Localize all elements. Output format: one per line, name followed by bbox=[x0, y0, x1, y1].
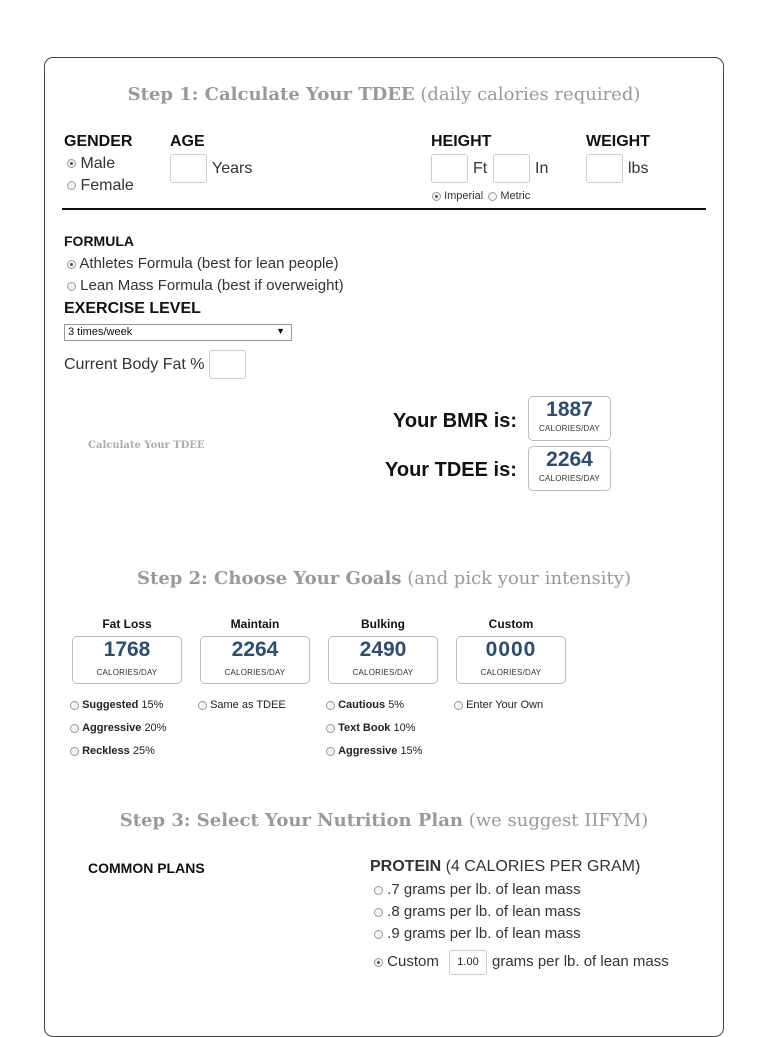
goal-bulking-title: Bulking bbox=[361, 617, 405, 631]
formula-leanmass-option[interactable] bbox=[67, 277, 344, 294]
protein-label bbox=[370, 858, 640, 876]
step2-title-sub: (and pick your intensity) bbox=[407, 568, 631, 589]
bmr-label: Your BMR is: bbox=[393, 410, 518, 432]
step1-title bbox=[0, 84, 768, 105]
age-label: AGE bbox=[170, 133, 205, 150]
protein-custom-label: Custom bbox=[387, 953, 439, 970]
fat-loss-option-reckless[interactable] bbox=[70, 745, 155, 757]
height-unit-system bbox=[432, 190, 530, 202]
protein-label-bold: PROTEIN bbox=[370, 858, 442, 875]
protein-option-08[interactable] bbox=[374, 903, 581, 920]
protein-custom-radio[interactable] bbox=[374, 958, 383, 967]
protein-custom-input[interactable]: 1.00 bbox=[449, 950, 487, 975]
imperial-radio[interactable] bbox=[432, 192, 441, 201]
goal-custom-box[interactable] bbox=[456, 636, 566, 684]
goal-custom-unit: CALORIES/DAY bbox=[480, 668, 542, 677]
gender-male-label: Male bbox=[80, 155, 116, 172]
fat-loss-option-suggested[interactable] bbox=[70, 699, 163, 711]
bmr-value-box bbox=[528, 396, 611, 441]
tdee-value: 2264 bbox=[546, 448, 593, 471]
bulking-cautious-bold: Cautious bbox=[338, 699, 386, 711]
dropdown-arrow-icon: ▼ bbox=[276, 326, 285, 336]
maintain-same-label: Same as TDEE bbox=[210, 699, 286, 711]
weight-input[interactable] bbox=[586, 154, 623, 183]
gender-female-option[interactable] bbox=[67, 177, 134, 195]
formula-leanmass-label: Lean Mass Formula (best if overweight) bbox=[80, 277, 344, 294]
exercise-label: EXERCISE LEVEL bbox=[64, 300, 201, 317]
goal-custom-value[interactable]: 0000 bbox=[485, 638, 537, 661]
weight-unit: lbs bbox=[628, 160, 649, 177]
goal-bulking bbox=[328, 617, 438, 684]
goal-fat-loss-title: Fat Loss bbox=[102, 617, 152, 631]
protein-07-label: .7 grams per lb. of lean mass bbox=[387, 881, 581, 898]
gender-male-option[interactable] bbox=[67, 155, 115, 173]
protein-08-radio[interactable] bbox=[374, 908, 383, 917]
gender-male-radio[interactable] bbox=[67, 159, 76, 168]
fat-loss-option-aggressive[interactable] bbox=[70, 722, 166, 734]
gender-label: GENDER bbox=[64, 133, 133, 150]
bulking-cautious-radio[interactable] bbox=[326, 701, 335, 710]
fat-loss-reckless-radio[interactable] bbox=[70, 747, 79, 756]
protein-option-custom[interactable] bbox=[374, 953, 439, 970]
step3-title bbox=[0, 810, 768, 831]
maintain-same-radio[interactable] bbox=[198, 701, 207, 710]
goal-maintain-box bbox=[200, 636, 310, 684]
goal-bulking-value: 2490 bbox=[359, 638, 407, 661]
protein-09-label: .9 grams per lb. of lean mass bbox=[387, 925, 581, 942]
age-unit: Years bbox=[212, 160, 253, 177]
protein-option-09[interactable] bbox=[374, 925, 581, 942]
tdee-value-box bbox=[528, 446, 611, 491]
fat-loss-aggressive-radio[interactable] bbox=[70, 724, 79, 733]
goal-custom bbox=[456, 617, 566, 684]
body-fat-input[interactable] bbox=[209, 350, 246, 379]
exercise-level-value: 3 times/week bbox=[68, 326, 133, 338]
protein-custom-suffix: grams per lb. of lean mass bbox=[492, 953, 669, 970]
maintain-option-same[interactable] bbox=[198, 699, 286, 711]
fat-loss-aggressive-pct: 20% bbox=[144, 722, 167, 734]
protein-label-sub: (4 CALORIES PER GRAM) bbox=[445, 858, 641, 875]
fat-loss-suggested-bold: Suggested bbox=[82, 699, 139, 711]
tdee-label: Your TDEE is: bbox=[385, 459, 517, 481]
metric-radio[interactable] bbox=[488, 192, 497, 201]
bulking-option-textbook[interactable] bbox=[326, 722, 416, 734]
body-fat-label: Current Body Fat % bbox=[64, 356, 205, 373]
fat-loss-suggested-radio[interactable] bbox=[70, 701, 79, 710]
step2-title bbox=[0, 568, 768, 589]
imperial-label: Imperial bbox=[444, 190, 484, 202]
age-input[interactable] bbox=[170, 154, 207, 183]
formula-athletes-option[interactable] bbox=[67, 255, 339, 272]
protein-09-radio[interactable] bbox=[374, 930, 383, 939]
weight-label: WEIGHT bbox=[586, 133, 650, 150]
goal-bulking-box bbox=[328, 636, 438, 684]
calculate-tdee-button[interactable]: Calculate Your TDEE bbox=[88, 440, 205, 451]
bulking-aggressive-pct: 15% bbox=[400, 745, 423, 757]
formula-label: FORMULA bbox=[64, 233, 134, 249]
step3-title-sub: (we suggest IIFYM) bbox=[468, 810, 649, 831]
bmr-unit: CALORIES/DAY bbox=[539, 424, 600, 433]
bulking-textbook-pct: 10% bbox=[393, 722, 416, 734]
goal-custom-title: Custom bbox=[488, 617, 534, 631]
fat-loss-reckless-bold: Reckless bbox=[82, 745, 130, 757]
height-label: HEIGHT bbox=[431, 133, 492, 150]
custom-option-enter-own[interactable] bbox=[454, 699, 543, 711]
gender-female-label: Female bbox=[80, 177, 134, 194]
bulking-cautious-pct: 5% bbox=[388, 699, 405, 711]
bmr-value: 1887 bbox=[546, 398, 593, 421]
formula-athletes-radio[interactable] bbox=[67, 260, 76, 269]
goal-maintain-title: Maintain bbox=[230, 617, 280, 631]
bulking-aggressive-bold: Aggressive bbox=[338, 745, 398, 757]
protein-08-label: .8 grams per lb. of lean mass bbox=[387, 903, 581, 920]
goal-bulking-unit: CALORIES/DAY bbox=[352, 668, 414, 677]
step2-title-main: Step 2: Choose Your Goals bbox=[137, 568, 402, 589]
formula-athletes-label: Athletes Formula (best for lean people) bbox=[79, 255, 339, 272]
goal-maintain-value: 2264 bbox=[231, 638, 279, 661]
height-in-unit: In bbox=[535, 160, 549, 177]
goal-fat-loss-unit: CALORIES/DAY bbox=[96, 668, 158, 677]
step1-title-main: Step 1: Calculate Your TDEE bbox=[127, 84, 415, 105]
goal-fat-loss-value: 1768 bbox=[103, 638, 151, 661]
fat-loss-aggressive-bold: Aggressive bbox=[82, 722, 142, 734]
custom-enter-own-label: Enter Your Own bbox=[466, 699, 544, 711]
height-ft-input[interactable] bbox=[431, 154, 468, 183]
step1-title-sub: (daily calories required) bbox=[420, 84, 641, 105]
height-ft-unit: Ft bbox=[473, 160, 488, 177]
bulking-textbook-radio[interactable] bbox=[326, 724, 335, 733]
exercise-level-select[interactable] bbox=[64, 324, 292, 341]
goal-fat-loss bbox=[72, 617, 182, 684]
protein-07-radio[interactable] bbox=[374, 886, 383, 895]
section-divider bbox=[62, 208, 706, 210]
fat-loss-suggested-pct: 15% bbox=[141, 699, 164, 711]
fat-loss-reckless-pct: 25% bbox=[132, 745, 155, 757]
gender-female-radio[interactable] bbox=[67, 181, 76, 190]
bulking-option-cautious[interactable] bbox=[326, 699, 404, 711]
tdee-unit: CALORIES/DAY bbox=[539, 474, 600, 483]
bulking-aggressive-radio[interactable] bbox=[326, 747, 335, 756]
protein-option-07[interactable] bbox=[374, 881, 581, 898]
goal-maintain bbox=[200, 617, 310, 684]
height-in-input[interactable] bbox=[493, 154, 530, 183]
bulking-textbook-bold: Text Book bbox=[338, 722, 391, 734]
bulking-option-aggressive[interactable] bbox=[326, 745, 422, 757]
goal-fat-loss-box bbox=[72, 636, 182, 684]
formula-leanmass-radio[interactable] bbox=[67, 282, 76, 291]
step3-title-main: Step 3: Select Your Nutrition Plan bbox=[119, 810, 463, 831]
custom-enter-own-radio[interactable] bbox=[454, 701, 463, 710]
common-plans-label: COMMON PLANS bbox=[88, 860, 205, 876]
metric-label: Metric bbox=[500, 190, 531, 202]
goal-maintain-unit: CALORIES/DAY bbox=[224, 668, 286, 677]
